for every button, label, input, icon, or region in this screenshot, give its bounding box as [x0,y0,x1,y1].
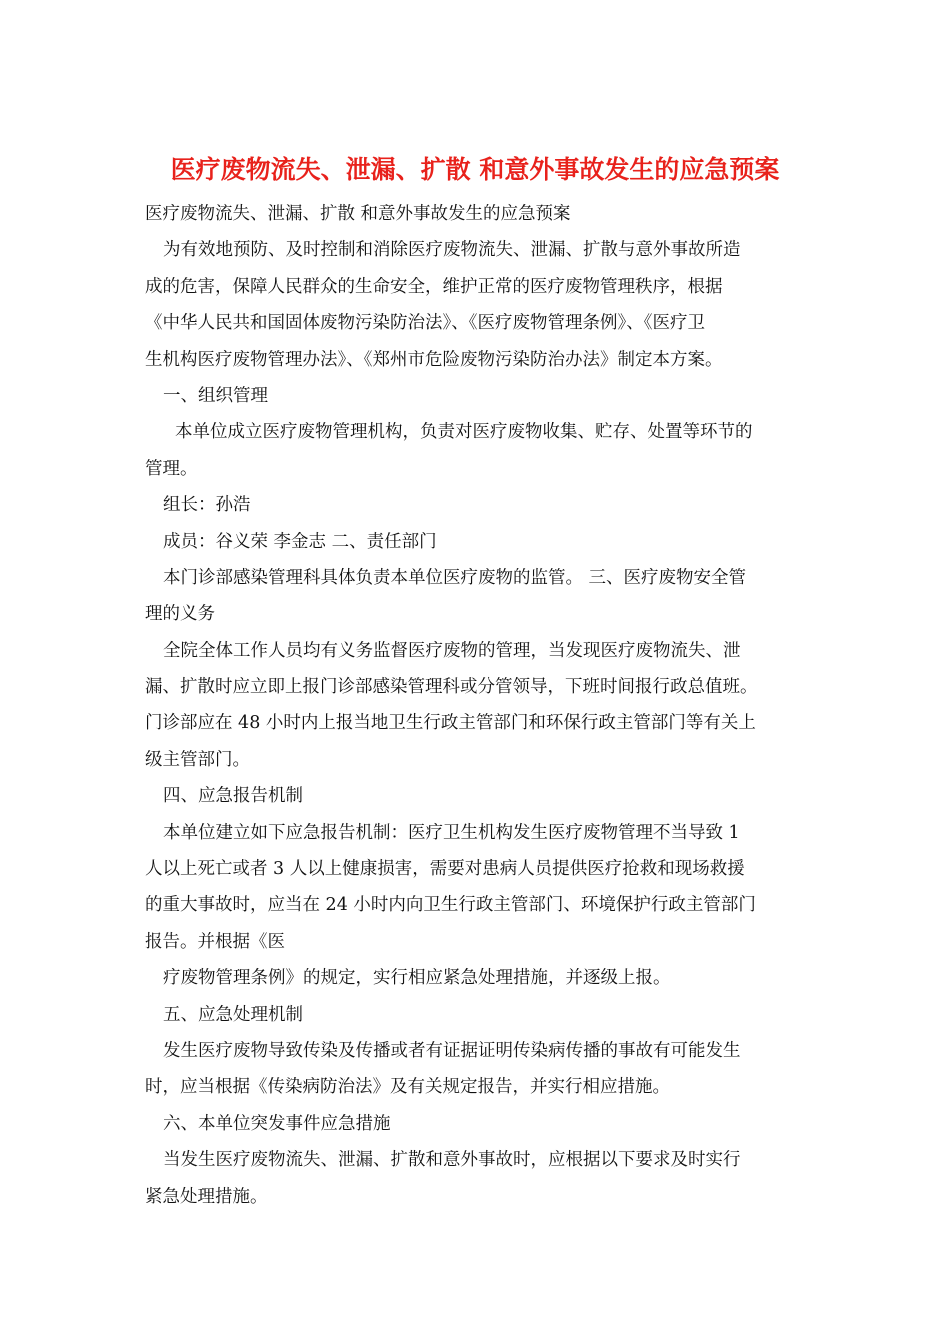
body-line: 医疗废物流失、泄漏、扩散 和意外事故发生的应急预案 [145,204,571,224]
body-line: 报告。并根据《医 [145,931,285,952]
body-line: 本门诊部感染管理科具体负责本单位医疗废物的监管。 三、医疗废物安全管 [163,567,747,588]
body-line: 时，应当根据《传染病防治法》及有关规定报告，并实行相应措施。 [145,1077,670,1098]
body-line: 理的义务 [145,604,215,625]
body-line: 级主管部门。 [145,749,250,770]
body-line: 生机构医疗废物管理办法》、《郑州市危险废物污染防治办法》制定本方案。 [145,349,723,370]
body-line: 人以上死亡或者 3 人以上健康损害，需要对患病人员提供医疗抢救和现场救援 [145,859,745,880]
body-line: 成员：谷义荣 李金志 二、责任部门 [163,531,437,552]
body-line: 门诊部应在 48 小时内上报当地卫生行政主管部门和环保行政主管部门等有关上 [145,713,756,734]
body-line: 一、组织管理 [163,385,268,406]
body-line: 四、应急报告机制 [163,786,303,807]
body-line: 漏、扩散时应立即上报门诊部感染管理科或分管领导，下班时间报行政总值班。 [145,677,758,698]
body-line: 《中华人民共和国固体废物污染防治法》、《医疗废物管理条例》、《医疗卫 [145,313,705,334]
body-line: 成的危害，保障人民群众的生命安全，维护正常的医疗废物管理秩序，根据 [145,276,723,297]
body-line: 管理。 [145,458,198,479]
document-body [145,196,815,1215]
body-line: 为有效地预防、及时控制和消除医疗废物流失、泄漏、扩散与意外事故所造 [163,240,741,261]
body-line: 发生医疗废物导致传染及传播或者有证据证明传染病传播的事故有可能发生 [163,1040,741,1061]
body-line: 紧急处理措施。 [145,1186,268,1207]
body-line: 疗废物管理条例》的规定，实行相应紧急处理措施，并逐级上报。 [163,968,671,989]
body-line: 的重大事故时，应当在 24 小时内向卫生行政主管部门、环境保护行政主管部门 [145,895,756,916]
body-line: 当发生医疗废物流失、泄漏、扩散和意外事故时，应根据以下要求及时实行 [163,1150,741,1171]
body-line: 六、本单位突发事件应急措施 [163,1113,391,1134]
body-line: 全院全体工作人员均有义务监督医疗废物的管理，当发现医疗废物流失、泄 [163,640,741,661]
body-line: 五、应急处理机制 [163,1004,303,1025]
body-line: 组长：孙浩 [163,495,251,516]
body-line: 本单位建立如下应急报告机制：医疗卫生机构发生医疗废物管理不当导致 1 [163,822,740,843]
document-title: 医疗废物流失、泄漏、扩散 和意外事故发生的应急预案 [170,155,780,184]
body-line: 本单位成立医疗废物管理机构，负责对医疗废物收集、贮存、处置等环节的 [175,422,753,443]
